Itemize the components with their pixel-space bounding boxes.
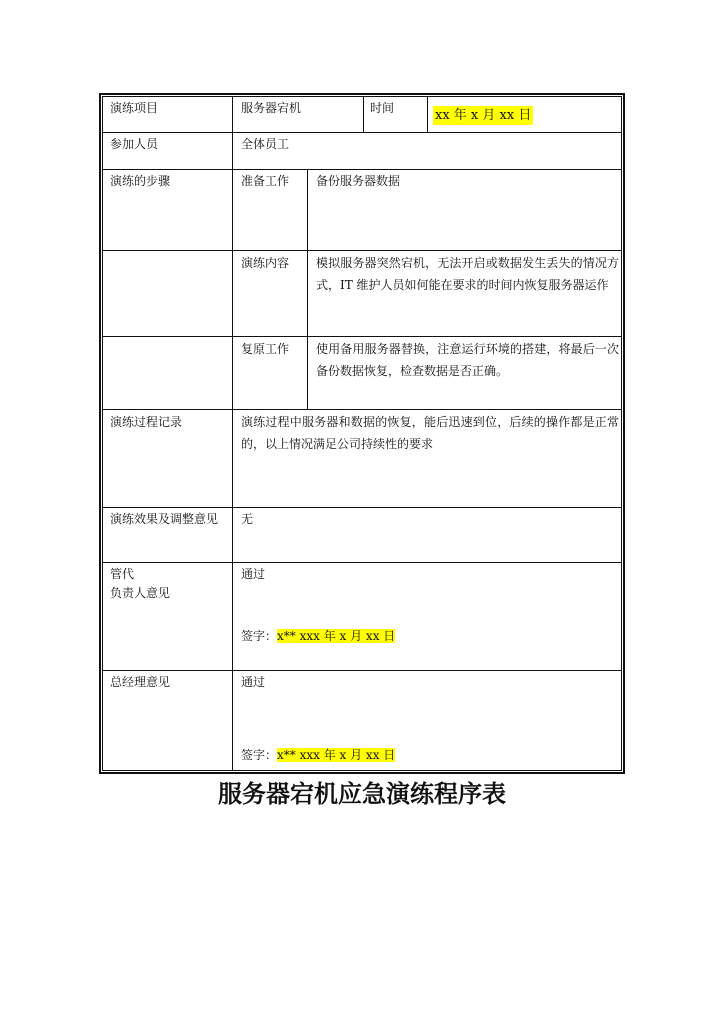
prep-content: 备份服务器数据 (316, 174, 401, 188)
record-label: 演练过程记录 (110, 415, 183, 429)
col-divider-steps (307, 169, 308, 409)
manager-label-line1: 管代 (110, 567, 135, 581)
participants-label: 参加人员 (110, 137, 159, 151)
gm-sign-value: x** xxx 年 x 月 xx 日 (277, 748, 396, 762)
effect-content: 无 (241, 512, 254, 526)
col-divider-project (363, 97, 364, 132)
effect-label: 演练效果及调整意见 (110, 512, 219, 526)
restore-content: 使用备用服务器替换，注意运行环境的搭建，将最后一次备份数据恢复，检查数据是否正确。 (316, 342, 619, 378)
document-title: 服务器宕机应急演练程序表 (218, 779, 506, 808)
manager-sign-label: 签字： (241, 629, 278, 643)
row-divider (103, 250, 621, 251)
project-value: 服务器宕机 (241, 101, 302, 115)
row-divider (103, 169, 621, 170)
drill-label: 演练内容 (241, 256, 290, 270)
col-divider-label (232, 97, 233, 770)
col-divider-time (427, 97, 428, 132)
row-divider (103, 562, 621, 563)
row-divider (103, 409, 621, 410)
drill-form-table (99, 93, 625, 774)
row-divider (103, 132, 621, 133)
gm-sign-label: 签字： (241, 748, 278, 762)
row-divider (103, 336, 621, 337)
row-divider (103, 670, 621, 671)
gm-signature (241, 745, 395, 766)
drill-content: 模拟服务器突然宕机，无法开启或数据发生丢失的情况方式，IT 维护人员如何能在要求的时间内恢复服务器运作 (316, 256, 619, 292)
steps-label: 演练的步骤 (110, 174, 171, 188)
prep-label: 准备工作 (241, 174, 290, 188)
gm-label: 总经理意见 (110, 675, 171, 689)
time-label: 时间 (370, 101, 395, 115)
manager-sign-value: x** xxx 年 x 月 xx 日 (277, 629, 396, 643)
manager-signature (241, 626, 395, 647)
participants-value: 全体员工 (241, 137, 290, 151)
manager-label-line2: 负责人意见 (110, 586, 171, 600)
row-divider (103, 507, 621, 508)
restore-label: 复原工作 (241, 342, 290, 356)
manager-opinion: 通过 (241, 567, 266, 581)
time-value: xx 年 x 月 xx 日 (435, 108, 532, 123)
project-label: 演练项目 (110, 101, 159, 115)
gm-opinion: 通过 (241, 675, 266, 689)
record-content: 演练过程中服务器和数据的恢复，能后迅速到位，后续的操作都是正常的，以上情况满足公司持续性的要求 (241, 415, 619, 451)
